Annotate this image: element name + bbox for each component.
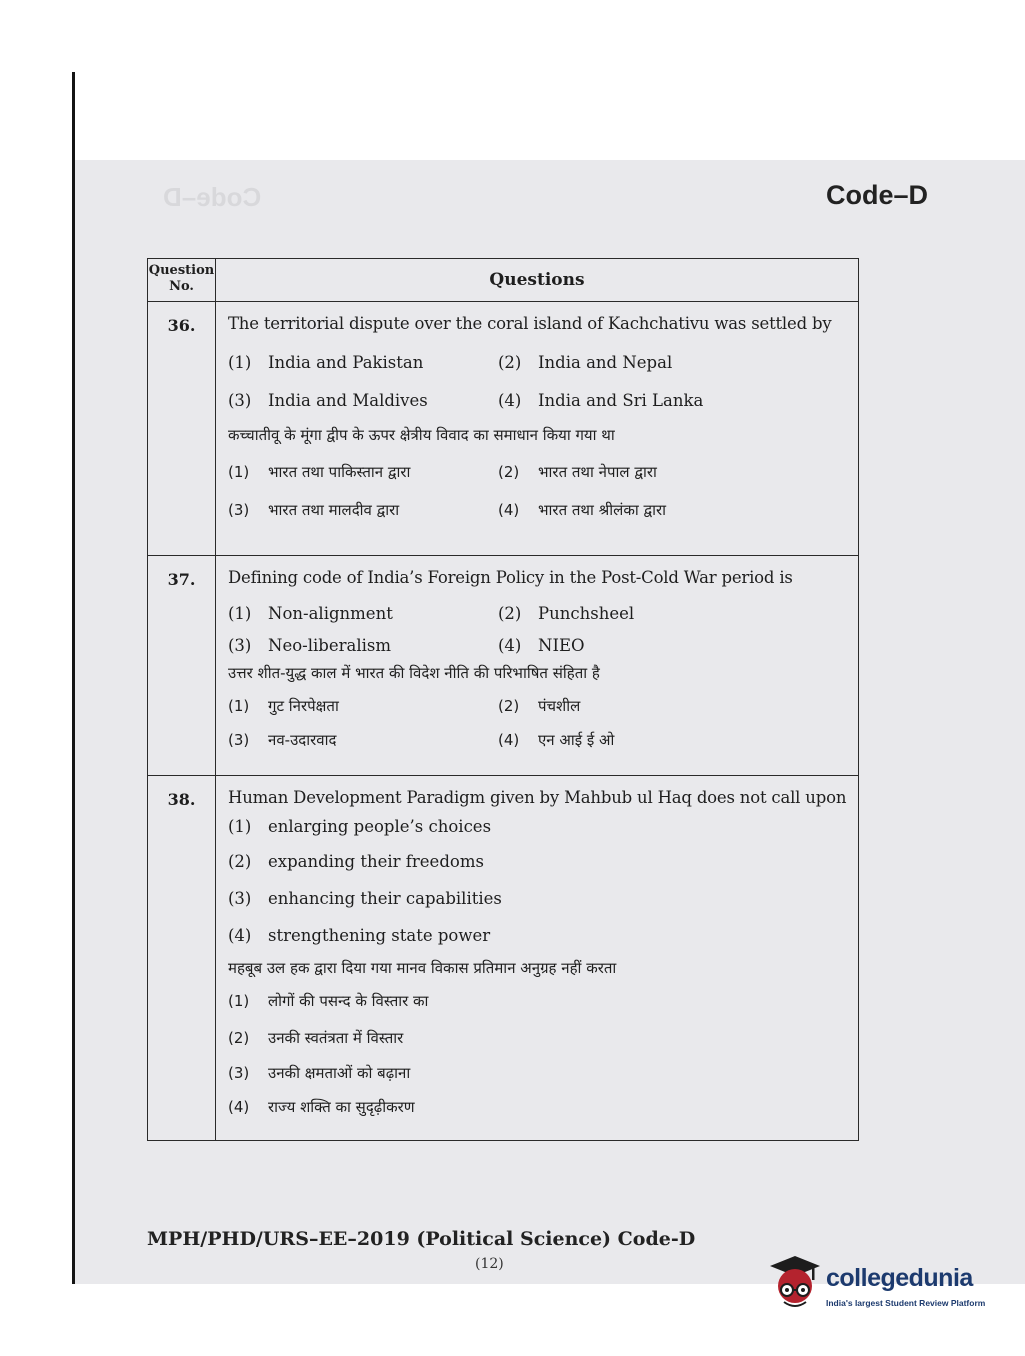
hindi-option: (3) भारत तथा मालदीव द्वारा	[228, 501, 400, 519]
hindi-option: (2) पंचशील	[498, 697, 581, 715]
option: (3) Neo-liberalism	[228, 635, 391, 655]
question-text: Human Development Paradigm given by Mahbub ul Haq does not call upon	[228, 788, 847, 807]
hindi-option: (4) एन आई ई ओ	[498, 731, 615, 749]
question-text: Defining code of India’s Foreign Policy in the Post-Cold War period is	[228, 568, 793, 587]
option: (1) India and Pakistan	[228, 352, 424, 372]
hindi-option: (2) भारत तथा नेपाल द्वारा	[498, 463, 657, 481]
question-number: 36.	[148, 302, 216, 556]
option: (3) enhancing their capabilities	[228, 889, 502, 908]
hindi-option: (1) गुट निरपेक्षता	[228, 697, 339, 715]
bleed-through-text: Code–D	[163, 182, 262, 212]
hindi-option: (1) भारत तथा पाकिस्तान द्वारा	[228, 463, 411, 481]
hindi-option: (2) उनकी स्वतंत्रता में विस्तार	[228, 1028, 404, 1047]
question-number: 38.	[148, 776, 216, 1141]
question-body	[216, 302, 859, 556]
option: (1) Non-alignment	[228, 603, 393, 623]
question-body	[216, 776, 859, 1141]
questions-table	[147, 258, 859, 1141]
option: (1) enlarging people’s choices	[228, 816, 492, 836]
hindi-option: (4) राज्य शक्ति का सुदृढ़ीकरण	[228, 1098, 415, 1116]
option: (2) India and Nepal	[498, 352, 673, 372]
logo-tagline: India's largest Student Review Platform	[826, 1298, 986, 1308]
option: (4) India and Sri Lanka	[498, 390, 704, 410]
hindi-option-row	[228, 491, 858, 529]
hindi-question-text: उत्तर शीत-युद्ध काल में भारत की विदेश नीति की परिभाषित संहिता है	[228, 664, 600, 682]
table-header-row	[148, 259, 859, 302]
collegedunia-logo	[768, 1250, 998, 1320]
option: (2) expanding their freedoms	[228, 852, 484, 871]
question-row	[148, 302, 859, 556]
option-row	[228, 629, 858, 661]
hindi-option: (3) उनकी क्षमताओं को बढ़ाना	[228, 1064, 411, 1082]
option-row	[228, 381, 858, 419]
hindi-question-text: महबूब उल हक द्वारा दिया गया मानव विकास प्रतिमान अनुग्रह नहीं करता	[228, 959, 617, 977]
scanned-page	[72, 72, 1025, 1284]
paper-code: Code–D	[825, 180, 928, 210]
question-row	[148, 776, 859, 1141]
option: (4) NIEO	[498, 635, 585, 655]
hindi-option: (1) लोगों की पसन्द के विस्तार का	[228, 991, 429, 1010]
hindi-option-row	[228, 689, 858, 723]
option-row	[228, 343, 858, 381]
student-mascot-icon	[768, 1254, 822, 1314]
paper-footer: MPH/PHD/URS–EE–2019 (Political Science) Code-D	[147, 1228, 696, 1250]
question-text: The territorial dispute over the coral island of Kachchativu was settled by	[228, 314, 832, 333]
hindi-option-row	[228, 453, 858, 491]
hindi-option: (3) नव-उदारवाद	[228, 731, 337, 749]
hindi-option-row	[228, 723, 858, 757]
logo-wordmark: collegedunia	[826, 1264, 973, 1292]
page-number: (12)	[475, 1256, 504, 1272]
exam-sheet	[75, 160, 1025, 1284]
questions-header: Questions	[216, 259, 859, 302]
question-body	[216, 556, 859, 776]
option: (2) Punchsheel	[498, 603, 635, 623]
option-row	[228, 597, 858, 629]
option: (4) strengthening state power	[228, 926, 491, 945]
question-number: 37.	[148, 556, 216, 776]
hindi-option: (4) भारत तथा श्रीलंका द्वारा	[498, 501, 667, 519]
hindi-question-text: कच्चातीवू के मूंगा द्वीप के ऊपर क्षेत्रीय विवाद का समाधान किया गया था	[228, 426, 615, 444]
question-row	[148, 556, 859, 776]
option: (3) India and Maldives	[228, 390, 428, 410]
question-no-header: Question No.	[148, 259, 216, 302]
